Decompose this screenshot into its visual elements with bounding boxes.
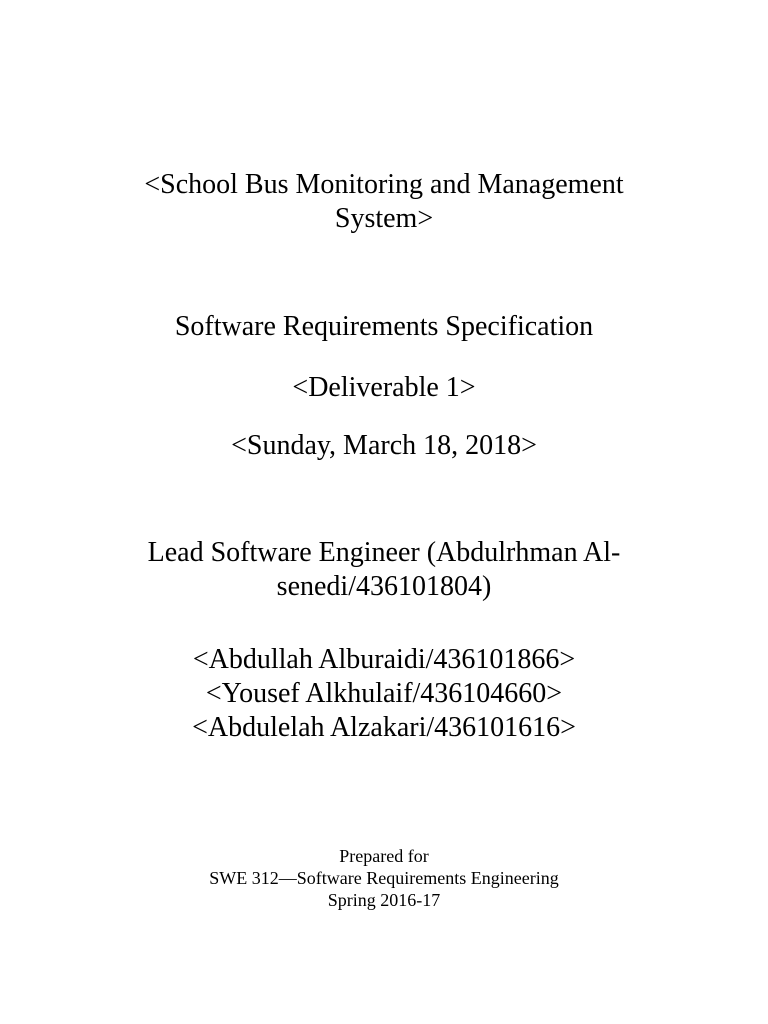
- prepared-for-label: Prepared for: [339, 846, 429, 866]
- team-members: [0, 643, 768, 745]
- project-title-line-1: <School Bus Monitoring and Management: [144, 169, 624, 200]
- deliverable-text: <Deliverable 1>: [292, 372, 476, 403]
- lead-engineer-line-2: senedi/436101804): [276, 571, 492, 602]
- project-title-line-2: System>: [334, 203, 434, 234]
- prepared-for: [0, 845, 768, 911]
- course-name: SWE 312—Software Requirements Engineering: [209, 868, 559, 888]
- team-member: <Abdullah Alburaidi/436101866>: [192, 644, 576, 675]
- term: Spring 2016-17: [327, 890, 441, 910]
- document-date-text: <Sunday, March 18, 2018>: [231, 430, 537, 461]
- lead-engineer-line-1: Lead Software Engineer (Abdulrhman Al-: [147, 537, 621, 568]
- spec-title: [0, 310, 768, 344]
- project-title: [0, 168, 768, 236]
- team-member: <Abdulelah Alzakari/436101616>: [192, 712, 576, 743]
- lead-engineer: [0, 536, 768, 604]
- team-member: <Yousef Alkhulaif/436104660>: [205, 678, 563, 709]
- document-date: [0, 429, 768, 463]
- spec-title-text: Software Requirements Specification: [174, 311, 594, 342]
- deliverable-label: [0, 371, 768, 405]
